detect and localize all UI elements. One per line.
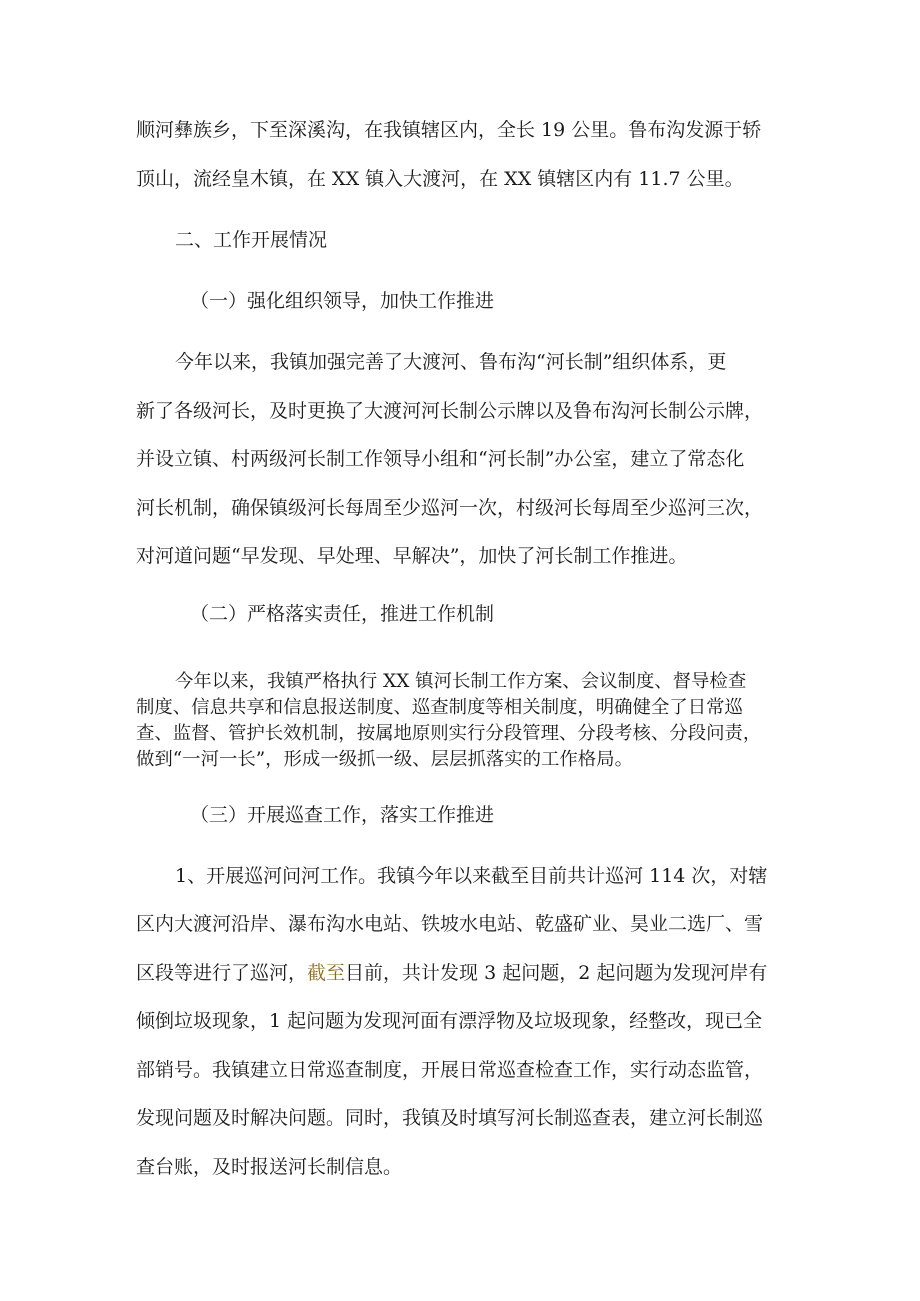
subsection-heading: （一）强化组织领导，加快工作推进 bbox=[190, 290, 495, 312]
paragraph-line: 发现问题及时解决问题。同时，我镇及时填写河长制巡查表，建立河长制巡 bbox=[136, 1107, 764, 1129]
paragraph-line: 部销号。我镇建立日常巡查制度，开展日常巡查检查工作，实行动态监管， bbox=[136, 1059, 764, 1081]
paragraph-line: 今年以来，我镇加强完善了大渡河、鲁布沟“河长制”组织体系，更 bbox=[175, 351, 727, 373]
paragraph-line: 对河道问题“早发现、早处理、早解决”，加快了河长制工作推进。 bbox=[136, 545, 688, 567]
section-heading: 二、工作开展情况 bbox=[175, 229, 328, 251]
paragraph-line: 顶山，流经皇木镇，在 XX 镇入大渡河，在 XX 镇辖区内有 11.7 公里。 bbox=[136, 168, 744, 190]
paragraph-line: 河长机制，确保镇级河长每周至少巡河一次，村级河长每周至少巡河三次， bbox=[136, 497, 764, 519]
text-run: 目前，共计发现 3 起问题，2 起问题为发现河岸有 bbox=[345, 962, 768, 984]
paragraph-line: 倾倒垃圾现象，1 起问题为发现河面有漂浮物及垃圾现象，经整改，现已全 bbox=[136, 1010, 763, 1032]
text-run: 区段等进行了巡河， bbox=[136, 962, 308, 984]
paragraph-line: 查台账，及时报送河长制信息。 bbox=[136, 1156, 403, 1178]
paragraph-line: 1、开展巡河问河工作。我镇今年以来截至目前共计巡河 114 次，对辖 bbox=[175, 865, 768, 887]
subsection-heading: （二）严格落实责任，推进工作机制 bbox=[190, 603, 495, 625]
paragraph-line: 区内大渡河沿岸、瀑布沟水电站、铁坡水电站、乾盛矿业、昊业二选厂、雪 bbox=[136, 913, 764, 935]
paragraph-line: 顺河彝族乡，下至深溪沟，在我镇辖区内，全长 19 公里。鲁布沟发源于轿 bbox=[136, 119, 762, 141]
paragraph-line: 制度、信息共享和信息报送制度、巡查制度等相关制度，明确健全了日常巡 bbox=[136, 697, 743, 718]
paragraph-line: 并设立镇、村两级河长制工作领导小组和“河长制”办公室，建立了常态化 bbox=[136, 448, 745, 470]
paragraph-line: 新了各级河长，及时更换了大渡河河长制公示牌以及鲁布沟河长制公示牌， bbox=[136, 400, 764, 422]
subsection-heading: （三）开展巡查工作，落实工作推进 bbox=[190, 804, 495, 826]
highlighted-text: 截至 bbox=[307, 962, 346, 984]
paragraph-line: 今年以来，我镇严格执行 XX 镇河长制工作方案、会议制度、督导检查 bbox=[175, 671, 747, 692]
paragraph-line: 做到“一河一长”，形成一级抓一级、层层抓落实的工作格局。 bbox=[136, 749, 633, 770]
paragraph-line bbox=[136, 961, 767, 985]
paragraph-line: 查、监督、管护长效机制，按属地原则实行分段管理、分段考核、分段问责， bbox=[136, 723, 762, 744]
